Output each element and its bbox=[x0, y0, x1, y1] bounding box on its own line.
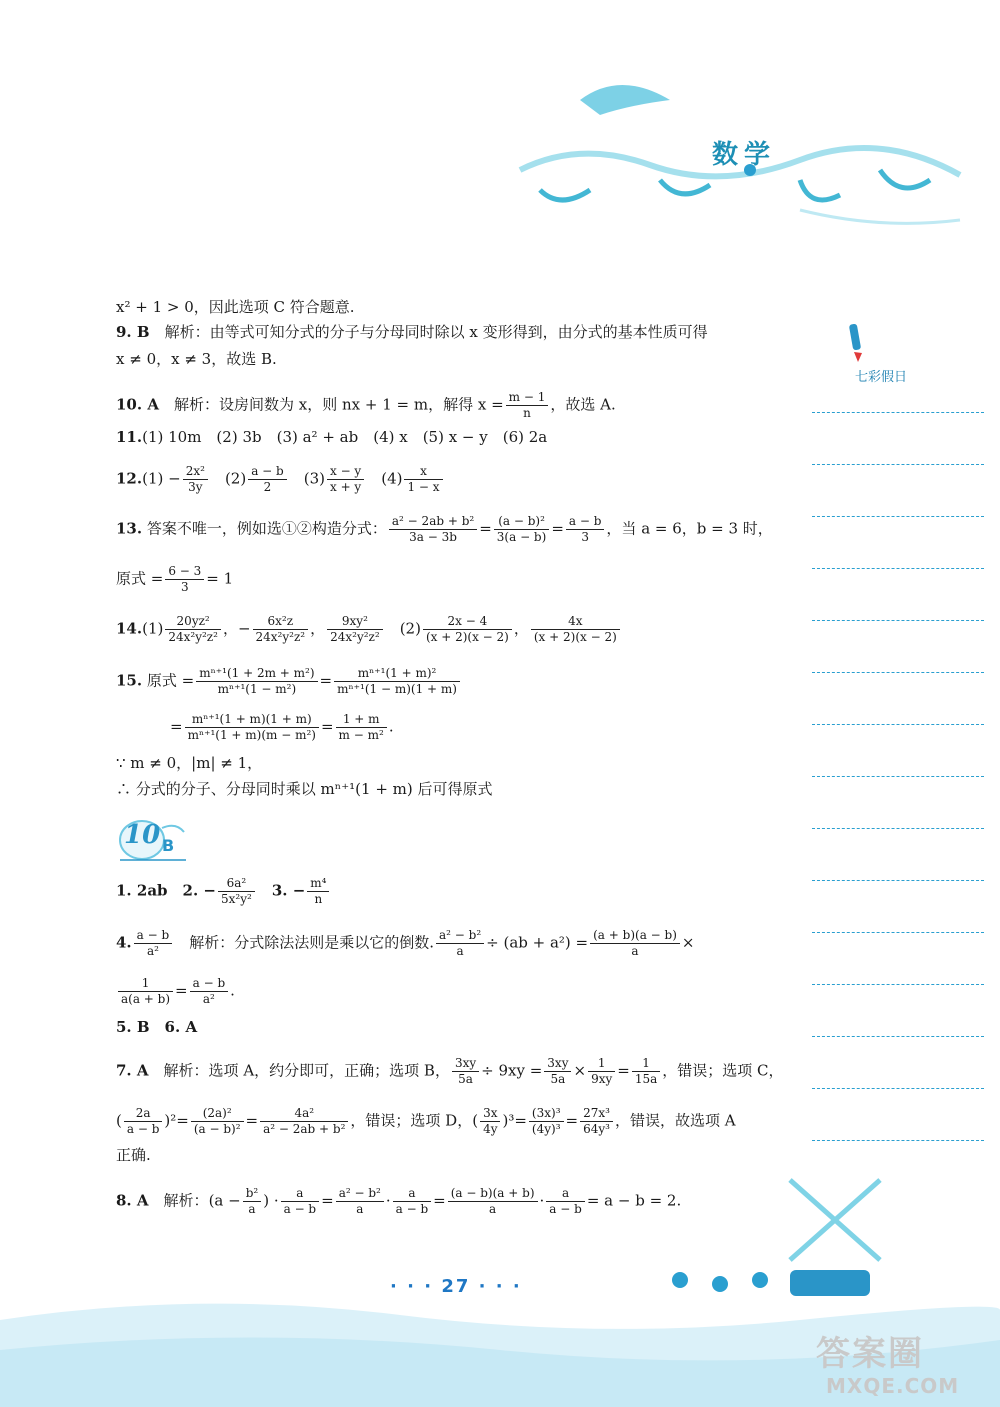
answer-b1-3: 1. 2ab 2. − $\frac{\text{6a²}}{\text{5x²y²}}$ 3. − $\frac{\text{m⁴}}{n}$ bbox=[116, 876, 331, 907]
answer-9: 9. B 解析：由等式可知分式的分子与分母同时除以 x 变形得到，由分式的基本性质可得 bbox=[116, 323, 708, 341]
answer-b7-end: 正确. bbox=[116, 1146, 151, 1164]
note-line bbox=[812, 776, 984, 777]
answer-12: 12.(1) − $\frac{\text{2x²}}{3y}$ (2) $\frac{a - b}{2}$ (3) $\frac{x - y}{x + y}$ (4) $\frac{x}{1 - x}$ bbox=[116, 464, 445, 495]
note-line bbox=[812, 568, 984, 569]
header-title: 数学 bbox=[712, 140, 777, 170]
note-line bbox=[812, 1140, 984, 1141]
answer-15: 15. 原式 = $\frac{\text{mⁿ⁺¹(1 + 2m + m²)}}{\text{mⁿ⁺¹(1 − m²)}}$ = $\frac{\text{mⁿ⁺¹(1 + m)²}}{\text{mⁿ⁺¹(1 − m)(1 + m)}}$ bbox=[116, 666, 462, 697]
answer-15-cont: = $\frac{\text{mⁿ⁺¹(1 + m)(1 + m)}}{\text{mⁿ⁺¹(1 + m)(m − m²)}}$ = $\frac{1 + m}{\text{m − m²}}$ . bbox=[170, 712, 394, 742]
answer-14: 14.(1) $\frac{\text{20yz²}}{\text{24x²y²z²}}$ ，− $\frac{\text{6x²z}}{\text{24x²y²z²}}$ ， $\frac{\text{9xy²}}{\text{24x²y²z²}}$ (2) $\frac{2x - 4}{(x + 2)(x - 2)}$ ， $\frac{4x}{(x + 2)(x - 2)}$ bbox=[116, 614, 622, 645]
note-line bbox=[812, 932, 984, 933]
answer-b4: 4. $\frac{a - b}{\text{a²}}$ 解析：分式除法法则是乘以它的倒数. $\frac{\text{a² − b²}}{a}$ ÷ (ab + a²) = $\frac{(a + b)(a - b)}{a}$ × bbox=[116, 928, 695, 958]
answer-b7: 7. A 解析：选项 A，约分即可，正确；选项 B， $\frac{3xy}{5a}$ ÷ 9xy = $\frac{3xy}{5a}$ × $\frac{1}{9xy}$ = $\frac{1}{15a}$ ，错误；选项 C， bbox=[116, 1056, 784, 1086]
answer-10: 10. A 解析：设房间数为 x，则 nx + 1 = m，解得 x = $\frac{m - 1}{n}$ ，故选 A. bbox=[116, 390, 616, 420]
note-line bbox=[812, 412, 984, 413]
footer-decoration bbox=[640, 1160, 980, 1310]
text-line: x² + 1 > 0，因此选项 C 符合题意. bbox=[116, 298, 355, 316]
note-line bbox=[812, 1088, 984, 1089]
answer-15-because: ∵ m ≠ 0，|m| ≠ 1， bbox=[116, 754, 263, 772]
note-line bbox=[812, 880, 984, 881]
answer-b7-cont: ( $\frac{2a}{a - b}$ )²= $\frac{\text{(2a)²}}{\text{(a − b)²}}$ = $\frac{\text{4a²}}{\text{a² − 2ab + b²}}$ ，错误；选项 D，( $\frac{3x}{4y}$ )³= $\frac{\text{(3x)³}}{\text{(4y)³}}$ = $\frac{\text{27x³}}{\text{64y³}}$ ，错误，故选项 A bbox=[116, 1106, 736, 1136]
note-line bbox=[812, 724, 984, 725]
note-line bbox=[812, 464, 984, 465]
answer-9-cont: x ≠ 0，x ≠ 3，故选 B. bbox=[116, 350, 277, 368]
note-line bbox=[812, 620, 984, 621]
section-letter: B bbox=[162, 836, 175, 855]
watermark-url: MXQE.COM bbox=[826, 1374, 960, 1398]
answer-b8: 8. A 解析：(a − $\frac{\text{b²}}{a}$ ) · $\frac{a}{a - b}$ = $\frac{\text{a² − b²}}{a}$ · $\frac{a}{a - b}$ = $\frac{(a - b)(a + b)}{a}$ · $\frac{a}{a - b}$ = a − b = 2. bbox=[116, 1186, 682, 1216]
sidebar-title: 七彩假日 bbox=[855, 370, 908, 385]
pen-icon bbox=[845, 322, 875, 364]
note-line bbox=[812, 984, 984, 985]
note-line bbox=[812, 1036, 984, 1037]
note-line bbox=[812, 516, 984, 517]
answer-15-therefore: ∴ 分式的分子、分母同时乘以 mⁿ⁺¹(1 + m) 后可得原式 bbox=[116, 780, 493, 798]
note-line bbox=[812, 828, 984, 829]
page-number: · · · 27 · · · bbox=[390, 1276, 522, 1297]
answer-13-cont: 原式 = $\frac{6 - 3}{3}$ = 1 bbox=[116, 564, 234, 594]
section-number: 10 bbox=[124, 820, 161, 850]
answer-11: 11.(1) 10m (2) 3b (3) a² + ab (4) x (5) x − y (6) 2a bbox=[116, 428, 548, 446]
note-line bbox=[812, 672, 984, 673]
answer-b5-6: 5. B 6. A bbox=[116, 1018, 198, 1036]
watermark-text: 答案圈 bbox=[816, 1334, 924, 1374]
answer-13: 13. 答案不唯一，例如选①②构造分式： $\frac{\text{a² − 2ab + b²}}{3a - 3b}$ = $\frac{\text{(a − b)²}}{3(a - b)}$ = $\frac{a - b}{3}$ ，当 a = 6，b = 3 时， bbox=[116, 514, 773, 544]
answer-b4-cont: $\frac{1}{a(a + b)}$ = $\frac{a - b}{\text{a²}}$ . bbox=[116, 976, 235, 1007]
